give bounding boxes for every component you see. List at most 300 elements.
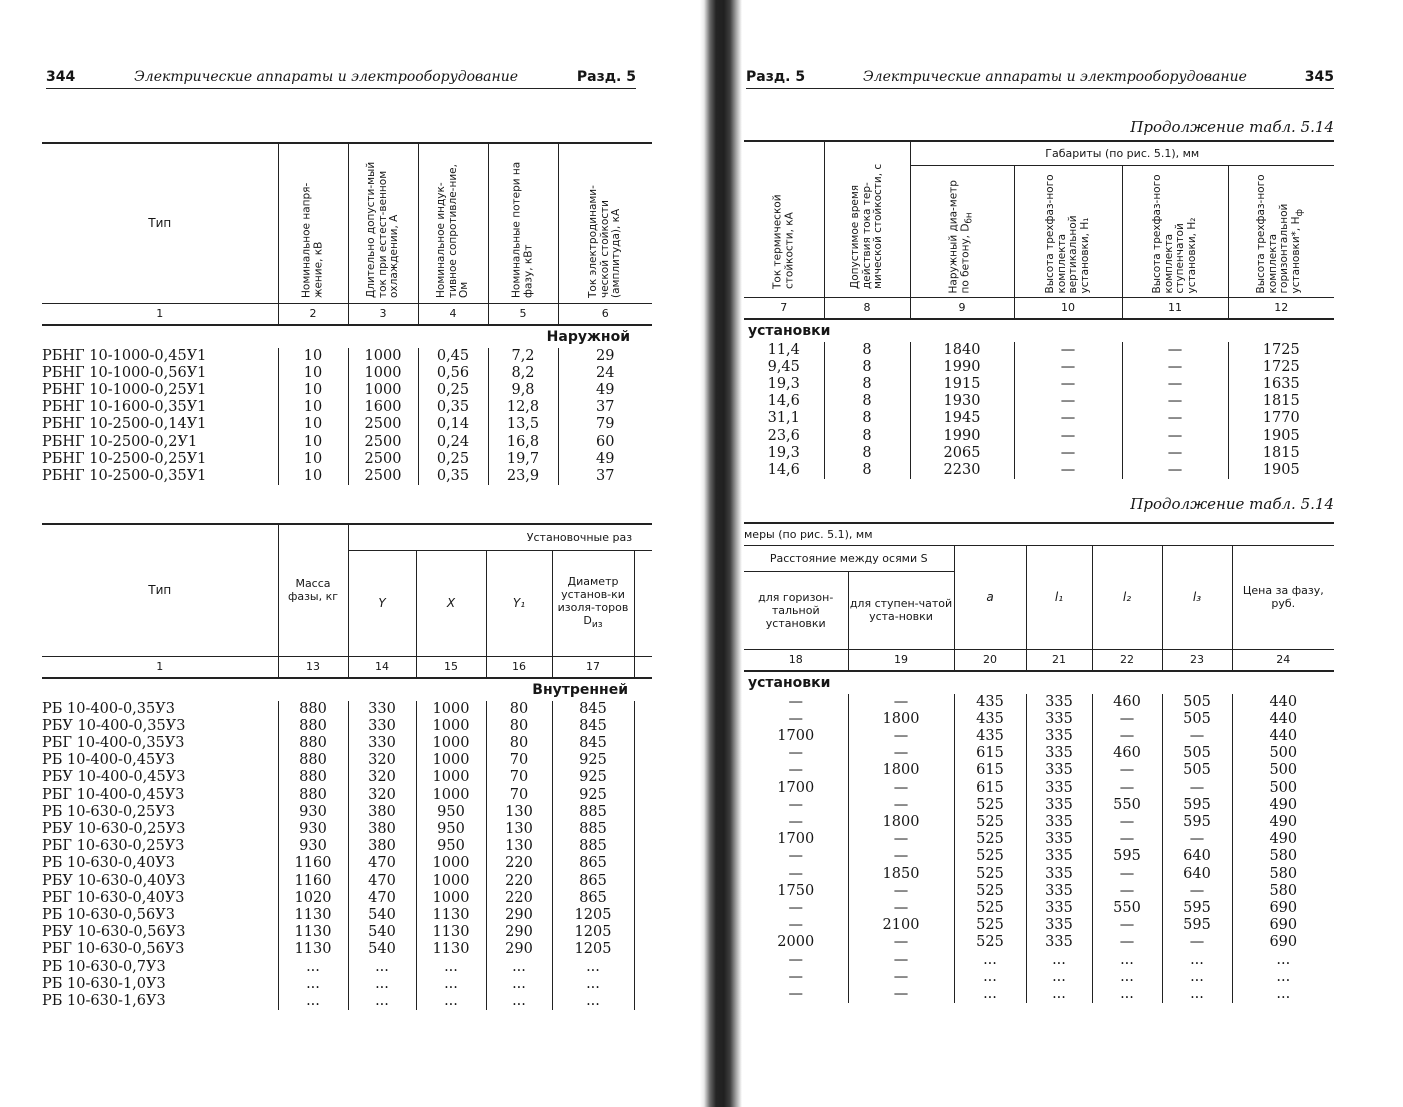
- spacer-cell: [634, 941, 652, 958]
- table-cell: —: [1092, 866, 1162, 883]
- table-cell: 580: [1232, 848, 1334, 865]
- table-cell: 1905: [1228, 462, 1334, 479]
- table-cell: 1635: [1228, 376, 1334, 393]
- table-cell: РБ 10-630-0,56У3: [42, 907, 278, 924]
- table-cell: ...: [348, 976, 416, 993]
- spacer-cell: [634, 821, 652, 838]
- col-number: 10: [1014, 297, 1122, 319]
- table-cell: 640: [1162, 866, 1232, 883]
- table-cell: —: [848, 900, 954, 917]
- table-cell: 19,3: [744, 376, 824, 393]
- table-cell: —: [1122, 393, 1228, 410]
- table-cell: 24: [558, 365, 652, 382]
- table-cell: 925: [552, 769, 634, 786]
- table-cell: —: [1014, 393, 1122, 410]
- table-cell: —: [1014, 342, 1122, 359]
- table-cell: 335: [1026, 934, 1092, 951]
- col-header-height-stepped: Высота трехфаз-ного комплекта ступенчатой установки, H₂: [1122, 165, 1228, 297]
- table-row: [744, 711, 1334, 728]
- col-header-a: a: [954, 545, 1026, 649]
- table-cell: —: [1092, 934, 1162, 951]
- table-row: [744, 393, 1334, 410]
- table-cell: ...: [278, 993, 348, 1010]
- table-cell: 320: [348, 752, 416, 769]
- table-cell: 1800: [848, 814, 954, 831]
- table-cell: 0,35: [418, 399, 488, 416]
- table-cell: 335: [1026, 711, 1092, 728]
- table-cell: 525: [954, 883, 1026, 900]
- table-row: [42, 769, 652, 786]
- table-header-row: [744, 523, 1334, 545]
- table-row: [42, 855, 652, 872]
- table-cell: 1905: [1228, 428, 1334, 445]
- table-cell: РБГ 10-630-0,25У3: [42, 838, 278, 855]
- table-row: [42, 468, 652, 485]
- table-cell: 335: [1026, 745, 1092, 762]
- col-number: 8: [824, 297, 910, 319]
- table-cell: —: [848, 848, 954, 865]
- table-cell: 1770: [1228, 410, 1334, 427]
- table-cell: —: [1014, 376, 1122, 393]
- col-header-group: меры (по рис. 5.1), мм: [744, 523, 1334, 545]
- table-cell: 0,25: [418, 451, 488, 468]
- table-cell: РБГ 10-400-0,45У3: [42, 787, 278, 804]
- table-row: [744, 780, 1334, 797]
- table-cell: —: [1162, 831, 1232, 848]
- col-number: 7: [744, 297, 824, 319]
- table-cell: —: [1092, 762, 1162, 779]
- table-row: [42, 838, 652, 855]
- table-row: [744, 814, 1334, 831]
- table-cell: 1725: [1228, 359, 1334, 376]
- table-cell: 525: [954, 917, 1026, 934]
- table-cell: 1130: [278, 907, 348, 924]
- table-cell: ...: [552, 976, 634, 993]
- table-cell: ...: [278, 959, 348, 976]
- table-cell: —: [1014, 410, 1122, 427]
- table-cell: 525: [954, 848, 1026, 865]
- table-header-row: [42, 143, 652, 303]
- table-cell: 8: [824, 376, 910, 393]
- table-cell: —: [1162, 883, 1232, 900]
- table-cell: 880: [278, 787, 348, 804]
- section-row: [744, 319, 1334, 342]
- table-cell: 1000: [348, 382, 418, 399]
- table-row: [744, 831, 1334, 848]
- table-cell: 335: [1026, 900, 1092, 917]
- spacer-cell: [634, 718, 652, 735]
- table-cell: 525: [954, 831, 1026, 848]
- table-cell: 29: [558, 348, 652, 365]
- table-cell: 1000: [348, 365, 418, 382]
- col-number: 9: [910, 297, 1014, 319]
- table-cell: 595: [1162, 797, 1232, 814]
- col-number: 13: [278, 656, 348, 678]
- table-row: [42, 976, 652, 993]
- spacer-cell: [634, 976, 652, 993]
- table-cell: РБНГ 10-2500-0,35У1: [42, 468, 278, 485]
- table-row: [744, 745, 1334, 762]
- table-row: [744, 445, 1334, 462]
- table-cell: —: [744, 866, 848, 883]
- table-cell: 880: [278, 718, 348, 735]
- table-cell: 14,6: [744, 462, 824, 479]
- spacer-cell: [634, 873, 652, 890]
- table-cell: РБГ 10-400-0,35У3: [42, 735, 278, 752]
- table-cell: —: [848, 934, 954, 951]
- table-cell: —: [848, 745, 954, 762]
- col-header-group: Габариты (по рис. 5.1), мм: [910, 141, 1334, 165]
- col-header-thermal-time: Допустимое время действия тока тер-мической стойкости, с: [824, 141, 910, 297]
- spacer-cell: [634, 735, 652, 752]
- table-cell: 440: [1232, 728, 1334, 745]
- table-cell: ...: [1092, 969, 1162, 986]
- table-cell: 525: [954, 934, 1026, 951]
- table-cell: 130: [486, 838, 552, 855]
- col-header-axis-distance: Расстояние между осями S: [744, 545, 954, 571]
- col-header-group: Установочные раз: [348, 524, 652, 550]
- table-cell: 8: [824, 359, 910, 376]
- table-cell: ...: [1026, 952, 1092, 969]
- table-cell: 0,25: [418, 382, 488, 399]
- col-header-height-horizontal: Высота трехфаз-ного комплекта горизонтальной установки*, $H_ф$: [1228, 165, 1334, 297]
- table-cell: ...: [348, 993, 416, 1010]
- table-cell: —: [1162, 780, 1232, 797]
- table-row: [744, 762, 1334, 779]
- table-cell: 1130: [416, 941, 486, 958]
- table-cell: 335: [1026, 848, 1092, 865]
- table-cell: ...: [278, 976, 348, 993]
- table-cell: —: [1092, 780, 1162, 797]
- table-cell: 7,2: [488, 348, 558, 365]
- col-number: 2: [278, 303, 348, 325]
- table-cell: 1000: [416, 873, 486, 890]
- spacer-cell: [634, 924, 652, 941]
- table-cell: ...: [1026, 986, 1092, 1003]
- section-label: Разд. 5: [746, 69, 806, 85]
- table-cell: РБНГ 10-1000-0,45У1: [42, 348, 278, 365]
- table-body: [744, 342, 1334, 480]
- table-cell: 470: [348, 873, 416, 890]
- table-cell: 31,1: [744, 410, 824, 427]
- table-cell: 11,4: [744, 342, 824, 359]
- table-cell: ...: [416, 976, 486, 993]
- table-row: [42, 718, 652, 735]
- table-cell: 540: [348, 907, 416, 924]
- table-cell: ...: [486, 993, 552, 1010]
- table-cell: 1205: [552, 941, 634, 958]
- table-cell: 60: [558, 434, 652, 451]
- table-row: [744, 986, 1334, 1003]
- table-cell: РБГ 10-630-0,40У3: [42, 890, 278, 907]
- table-cell: 595: [1092, 848, 1162, 865]
- table-cell: 335: [1026, 866, 1092, 883]
- table-cell: 930: [278, 838, 348, 855]
- table-row: [744, 952, 1334, 969]
- table-cell: —: [1092, 728, 1162, 745]
- table-row: [744, 848, 1334, 865]
- table-cell: 0,35: [418, 468, 488, 485]
- table-cell: 595: [1162, 917, 1232, 934]
- col-number: 5: [488, 303, 558, 325]
- table-cell: 49: [558, 382, 652, 399]
- table-cell: —: [1092, 814, 1162, 831]
- spacer-cell: [634, 993, 652, 1010]
- table-cell: 335: [1026, 797, 1092, 814]
- table-cell: 16,8: [488, 434, 558, 451]
- table-cell: ...: [416, 993, 486, 1010]
- table-cell: 615: [954, 780, 1026, 797]
- table-cell: 37: [558, 468, 652, 485]
- table-cell: ...: [1162, 969, 1232, 986]
- table-cell: 80: [486, 718, 552, 735]
- table-cell: —: [1122, 445, 1228, 462]
- table-row: [744, 797, 1334, 814]
- col-header-stepped: для ступен-чатой уста-новки: [848, 571, 954, 649]
- table-cell: РБНГ 10-2500-0,25У1: [42, 451, 278, 468]
- table-cell: 880: [278, 701, 348, 718]
- table-row: [744, 969, 1334, 986]
- table-cell: —: [848, 728, 954, 745]
- table-header-row: [744, 141, 1334, 165]
- table-body: [744, 694, 1334, 1004]
- table-cell: —: [1092, 917, 1162, 934]
- table-cell: —: [1092, 711, 1162, 728]
- table-cell: 1130: [278, 941, 348, 958]
- table-cell: 550: [1092, 797, 1162, 814]
- table-cell: РБ 10-400-0,45У3: [42, 752, 278, 769]
- table-cell: 1160: [278, 873, 348, 890]
- table-cell: —: [744, 797, 848, 814]
- table-cell: 500: [1232, 762, 1334, 779]
- table-cell: 505: [1162, 762, 1232, 779]
- col-header-mass: Масса фазы, кг: [278, 524, 348, 656]
- running-head-right: [746, 66, 1334, 89]
- table-cell: РБНГ 10-1000-0,56У1: [42, 365, 278, 382]
- table-cell: 23,6: [744, 428, 824, 445]
- col-number: 17: [552, 656, 634, 678]
- table-cell: 595: [1162, 814, 1232, 831]
- col-header-height-vertical: Высота трехфаз-ного комплекта вертикальной установки, H₁: [1014, 165, 1122, 297]
- reactor-table-outdoor: [42, 142, 652, 485]
- section-heading: Внутренней: [532, 681, 629, 698]
- table-cell: 885: [552, 821, 634, 838]
- table-row: [42, 752, 652, 769]
- table-cell: —: [848, 969, 954, 986]
- section-heading: Наружной: [546, 328, 630, 345]
- table-cell: —: [744, 762, 848, 779]
- table-row: [42, 959, 652, 976]
- table-cell: 2100: [848, 917, 954, 934]
- table-row: [42, 924, 652, 941]
- table-cell: 1000: [416, 855, 486, 872]
- table-cell: 1725: [1228, 342, 1334, 359]
- spacer-cell: [634, 838, 652, 855]
- table-cell: 440: [1232, 694, 1334, 711]
- table-cell: 0,45: [418, 348, 488, 365]
- table-cell: 0,56: [418, 365, 488, 382]
- table-cell: 320: [348, 787, 416, 804]
- col-header-y1: Y₁: [486, 550, 552, 656]
- table-row: [42, 804, 652, 821]
- table-cell: 1000: [416, 769, 486, 786]
- table-cell: —: [1122, 376, 1228, 393]
- table-cell: 435: [954, 694, 1026, 711]
- page-number: 344: [46, 69, 76, 85]
- table-cell: 130: [486, 804, 552, 821]
- table-cell: 525: [954, 900, 1026, 917]
- table-cell: 0,24: [418, 434, 488, 451]
- table-cell: 13,5: [488, 416, 558, 433]
- col-header-voltage: Номинальное напря-жение, кВ: [278, 143, 348, 303]
- reactor-table-continuation-1: [744, 140, 1334, 479]
- table-cell: 10: [278, 451, 348, 468]
- table-cell: —: [744, 986, 848, 1003]
- table-cell: 435: [954, 728, 1026, 745]
- col-header-type: Тип: [42, 143, 278, 303]
- table-cell: 79: [558, 416, 652, 433]
- table-row: [42, 941, 652, 958]
- column-number-row: [42, 656, 652, 678]
- table-cell: 335: [1026, 917, 1092, 934]
- table-cell: 8: [824, 410, 910, 427]
- table-cell: 1205: [552, 907, 634, 924]
- continuation-title: Продолжение табл. 5.14: [1130, 495, 1334, 513]
- table-cell: 1130: [278, 924, 348, 941]
- table-row: [744, 376, 1334, 393]
- table-cell: —: [1014, 359, 1122, 376]
- table-cell: 865: [552, 855, 634, 872]
- table-cell: 1000: [348, 348, 418, 365]
- table-row: [42, 434, 652, 451]
- table-row: [744, 917, 1334, 934]
- table-cell: 1700: [744, 780, 848, 797]
- table-cell: 550: [1092, 900, 1162, 917]
- table-cell: 845: [552, 701, 634, 718]
- table-cell: 10: [278, 434, 348, 451]
- col-number: 18: [744, 649, 848, 671]
- table-cell: 500: [1232, 745, 1334, 762]
- table-row: [744, 866, 1334, 883]
- table-cell: 12,8: [488, 399, 558, 416]
- table-cell: РБ 10-630-0,40У3: [42, 855, 278, 872]
- page-number: 345: [1304, 69, 1334, 85]
- table-cell: 8: [824, 428, 910, 445]
- table-row: [42, 993, 652, 1010]
- section-heading: установки: [748, 322, 831, 339]
- column-number-row: [744, 297, 1334, 319]
- table-cell: 335: [1026, 728, 1092, 745]
- running-title: Электрические аппараты и электрооборудование: [134, 69, 519, 85]
- table-cell: —: [848, 694, 954, 711]
- col-header-price: Цена за фазу, руб.: [1232, 545, 1334, 649]
- table-cell: РБУ 10-400-0,45У3: [42, 769, 278, 786]
- right-page: [700, 0, 1403, 1107]
- table-cell: 10: [278, 468, 348, 485]
- table-cell: 865: [552, 873, 634, 890]
- table-cell: —: [1162, 934, 1232, 951]
- table-cell: РБ 10-400-0,35У3: [42, 701, 278, 718]
- col-header-l3: l₃: [1162, 545, 1232, 649]
- table-cell: 580: [1232, 866, 1334, 883]
- table-cell: 1000: [416, 787, 486, 804]
- table-cell: 220: [486, 873, 552, 890]
- spacer-cell: [634, 804, 652, 821]
- section-row: [42, 678, 652, 701]
- running-title: Электрические аппараты и электрооборудование: [862, 69, 1247, 85]
- col-header-losses: Номинальные потери на фазу, кВт: [488, 143, 558, 303]
- col-number: 16: [486, 656, 552, 678]
- spacer-cell: [634, 752, 652, 769]
- table-cell: РБ 10-630-0,25У3: [42, 804, 278, 821]
- table-cell: ...: [1232, 969, 1334, 986]
- col-number: 22: [1092, 649, 1162, 671]
- table-cell: ...: [348, 959, 416, 976]
- table-cell: 525: [954, 814, 1026, 831]
- col-header-dynamic-current: Ток электродинами-ческой стойкости (амплитуда), кА: [558, 143, 652, 303]
- table-row: [744, 934, 1334, 951]
- table-cell: РБНГ 10-2500-0,14У1: [42, 416, 278, 433]
- table-cell: 2065: [910, 445, 1014, 462]
- table-cell: РБ 10-630-1,0У3: [42, 976, 278, 993]
- table-cell: 925: [552, 787, 634, 804]
- table-cell: 335: [1026, 883, 1092, 900]
- table-cell: 335: [1026, 694, 1092, 711]
- table-row: [744, 462, 1334, 479]
- table-cell: —: [1122, 462, 1228, 479]
- table-row: [42, 701, 652, 718]
- table-cell: 1990: [910, 428, 1014, 445]
- table-cell: ...: [552, 959, 634, 976]
- table-cell: ...: [416, 959, 486, 976]
- table-cell: ...: [954, 969, 1026, 986]
- table-cell: 2500: [348, 451, 418, 468]
- table-cell: 19,7: [488, 451, 558, 468]
- spacer-cell: [634, 890, 652, 907]
- table-cell: ...: [1026, 969, 1092, 986]
- table-cell: 10: [278, 382, 348, 399]
- table-cell: 435: [954, 711, 1026, 728]
- table-cell: 1990: [910, 359, 1014, 376]
- col-header-outer-diameter: Наружный диа-метр по бетону, $D_{бн}$: [910, 165, 1014, 297]
- table-cell: —: [744, 694, 848, 711]
- table-cell: 8: [824, 342, 910, 359]
- table-cell: РБ 10-630-0,7У3: [42, 959, 278, 976]
- table-cell: ...: [954, 952, 1026, 969]
- table-row: [744, 728, 1334, 745]
- table-cell: РБУ 10-400-0,35У3: [42, 718, 278, 735]
- table-cell: РБНГ 10-1600-0,35У1: [42, 399, 278, 416]
- col-header-thermal-current: Ток термической стойкости, кА: [744, 141, 824, 297]
- table-cell: —: [848, 797, 954, 814]
- table-cell: —: [1162, 728, 1232, 745]
- table-cell: 845: [552, 735, 634, 752]
- table-cell: ...: [1092, 952, 1162, 969]
- table-cell: 1000: [416, 718, 486, 735]
- table-cell: 525: [954, 866, 1026, 883]
- table-cell: ...: [1162, 952, 1232, 969]
- table-cell: 9,45: [744, 359, 824, 376]
- col-header-y: Y: [348, 550, 416, 656]
- table-cell: 1800: [848, 762, 954, 779]
- table-cell: РБ 10-630-1,6У3: [42, 993, 278, 1010]
- table-cell: 220: [486, 855, 552, 872]
- spacer-cell: [634, 787, 652, 804]
- col-header-current: Длительно допусти-мый ток при естест-венном охлаждении, А: [348, 143, 418, 303]
- table-cell: 335: [1026, 831, 1092, 848]
- table-cell: РБУ 10-630-0,25У3: [42, 821, 278, 838]
- table-cell: ...: [1232, 986, 1334, 1003]
